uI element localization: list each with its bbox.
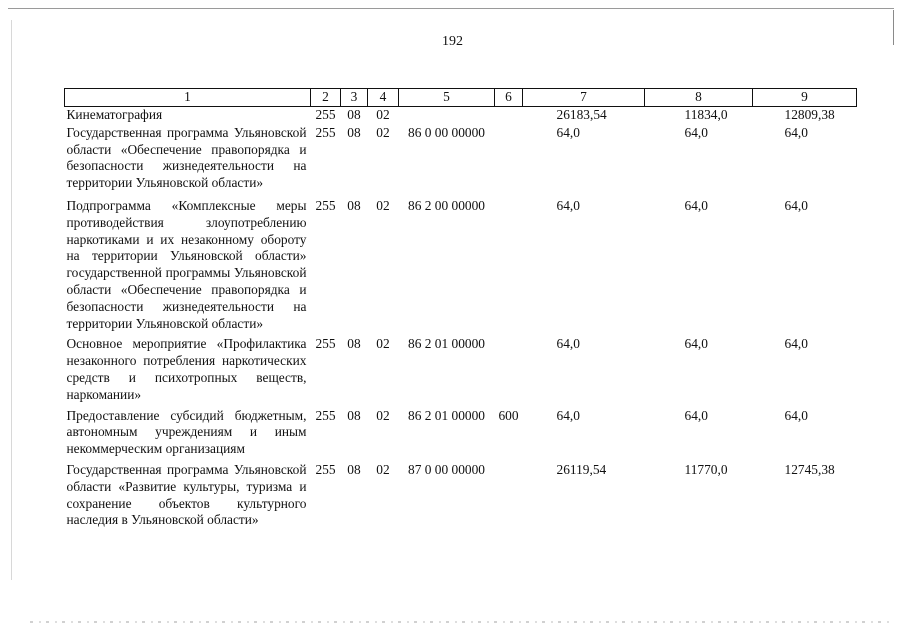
row-value-8: 64,0 bbox=[684, 407, 708, 423]
scan-edge-left bbox=[11, 20, 12, 580]
table-row bbox=[65, 408, 857, 462]
table-row bbox=[65, 125, 857, 198]
row-code-4: 02 bbox=[376, 197, 390, 213]
header-col-3: 3 bbox=[341, 89, 368, 107]
row-code-5: 86 2 01 00000 bbox=[408, 336, 485, 352]
row-value-9: 64,0 bbox=[784, 197, 808, 213]
row-code-6 bbox=[495, 336, 523, 407]
table-row bbox=[65, 336, 857, 407]
row-value-9: 64,0 bbox=[784, 336, 808, 352]
row-name: Основное мероприятие «Профилактика незаконного потребления наркотических средств и психотропных веществ, наркомании» bbox=[66, 336, 307, 402]
row-value-9: 64,0 bbox=[784, 407, 808, 423]
row-value-7: 26183,54 bbox=[556, 107, 607, 122]
budget-table bbox=[64, 88, 857, 530]
row-name: Государственная программа Ульяновской области «Обеспечение правопорядка и безопасности жизнедеятельности на территории Ульяновской области» bbox=[66, 124, 307, 191]
scan-noise-bottom bbox=[30, 621, 890, 623]
row-code-4: 02 bbox=[376, 107, 390, 122]
row-code-3: 08 bbox=[347, 107, 361, 122]
row-code-3: 08 bbox=[347, 124, 361, 140]
row-value-7: 64,0 bbox=[556, 407, 580, 423]
row-code-6 bbox=[495, 107, 523, 125]
row-code-6 bbox=[495, 198, 523, 336]
row-code-2: 255 bbox=[315, 461, 336, 477]
header-col-7: 7 bbox=[523, 89, 645, 107]
row-code-4: 02 bbox=[376, 461, 390, 477]
scan-edge-top bbox=[8, 8, 894, 9]
row-value-7: 64,0 bbox=[556, 336, 580, 352]
row-value-8: 64,0 bbox=[684, 336, 708, 352]
row-name: Предоставление субсидий бюджетным, автономным учреждениям и иным некоммерческим организациям bbox=[66, 407, 307, 457]
row-value-9: 64,0 bbox=[784, 124, 808, 140]
row-code-5: 86 0 00 00000 bbox=[408, 124, 485, 140]
table-row bbox=[65, 462, 857, 530]
row-code-3: 08 bbox=[347, 461, 361, 477]
row-code-6 bbox=[495, 125, 523, 198]
row-code-3: 08 bbox=[347, 197, 361, 213]
row-code-5: 86 2 00 00000 bbox=[408, 197, 485, 213]
table-row bbox=[65, 107, 857, 125]
row-value-9: 12809,38 bbox=[784, 107, 835, 122]
row-value-7: 64,0 bbox=[556, 197, 580, 213]
header-col-2: 2 bbox=[311, 89, 341, 107]
table-row bbox=[65, 198, 857, 336]
row-name: Кинематография bbox=[66, 107, 163, 122]
row-value-8: 64,0 bbox=[684, 197, 708, 213]
header-col-6: 6 bbox=[495, 89, 523, 107]
header-col-8: 8 bbox=[645, 89, 753, 107]
header-col-5: 5 bbox=[399, 89, 495, 107]
page-number: 192 bbox=[442, 34, 463, 49]
row-code-6 bbox=[495, 462, 523, 530]
row-code-5: 87 0 00 00000 bbox=[408, 461, 485, 477]
row-value-8: 64,0 bbox=[684, 124, 708, 140]
row-code-2: 255 bbox=[315, 107, 336, 122]
row-code-2: 255 bbox=[315, 407, 336, 423]
row-value-7: 64,0 bbox=[556, 124, 580, 140]
row-code-2: 255 bbox=[315, 124, 336, 140]
row-code-3: 08 bbox=[347, 336, 361, 352]
table-header-row bbox=[65, 89, 857, 107]
row-name: Подпрограмма «Комплексные меры противодействия злоупотреблению наркотиками и их незаконному обороту на территории Ульяновской области» государственной программы Ульяновской области «Обеспечение правопорядка и безопасности жизнедеятельности на территории Ульяновской области» bbox=[66, 197, 307, 331]
row-code-5: 86 2 01 00000 bbox=[408, 407, 485, 423]
row-code-2: 255 bbox=[315, 336, 336, 352]
header-col-1: 1 bbox=[65, 89, 311, 107]
row-value-8: 11834,0 bbox=[684, 107, 728, 122]
header-col-4: 4 bbox=[368, 89, 399, 107]
row-code-3: 08 bbox=[347, 407, 361, 423]
row-code-4: 02 bbox=[376, 124, 390, 140]
row-code-6: 600 bbox=[498, 407, 519, 423]
row-code-5 bbox=[399, 107, 495, 125]
row-value-9: 12745,38 bbox=[784, 461, 835, 477]
row-name: Государственная программа Ульяновской области «Развитие культуры, туризма и сохранение объектов культурного наследия в Ульяновской области» bbox=[66, 461, 307, 528]
header-col-9: 9 bbox=[753, 89, 857, 107]
row-code-4: 02 bbox=[376, 336, 390, 352]
row-code-2: 255 bbox=[315, 197, 336, 213]
row-value-8: 11770,0 bbox=[684, 461, 728, 477]
row-code-4: 02 bbox=[376, 407, 390, 423]
row-value-7: 26119,54 bbox=[556, 461, 607, 477]
